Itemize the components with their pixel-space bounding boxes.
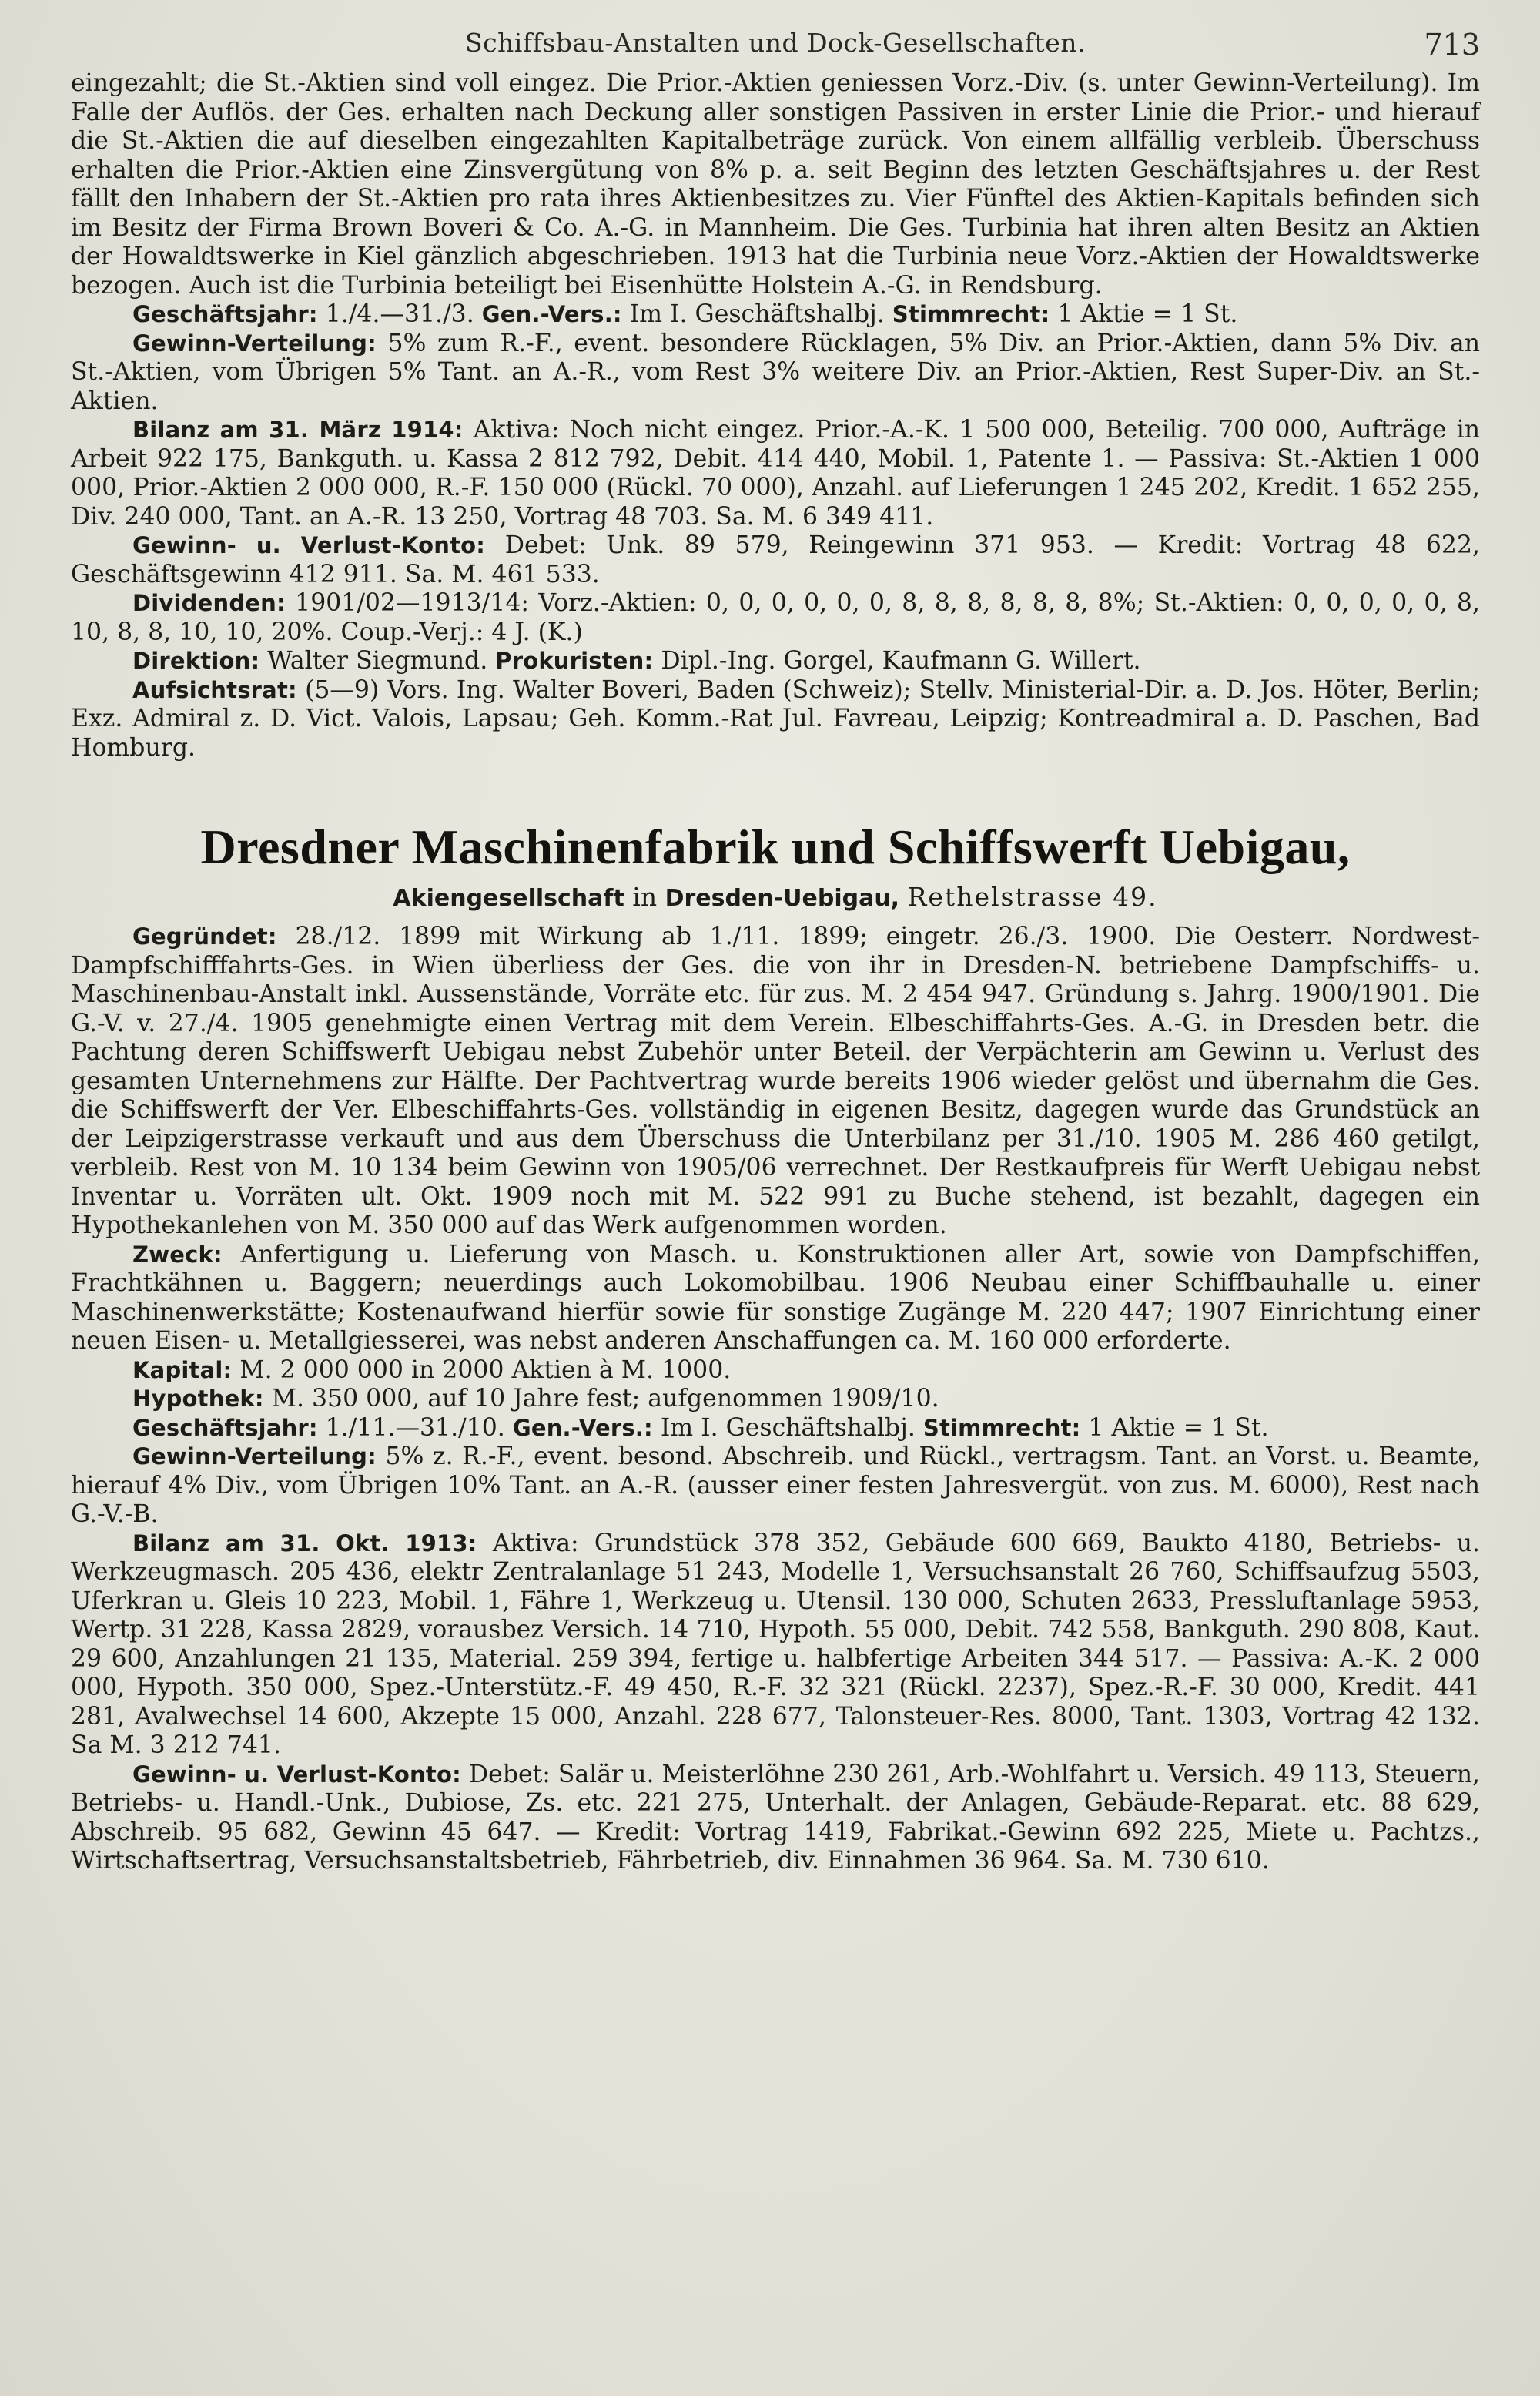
gewinn-verteilung-value: 5% zum R.-F., event. besondere Rücklagen, 5% Div. an Prior.-Aktien, dann 5% Div. an St.-Aktien, vom Übrigen 5% Tant. an A.-R., vom Rest 3% weitere Div. an Prior.-Aktien, Rest Super-Div. an St.-Aktien. xyxy=(71,329,1480,415)
company-stimmrecht-value: 1 Aktie = 1 St. xyxy=(1088,1413,1269,1442)
direktion-paragraph xyxy=(71,647,1480,676)
company-gewinn-verteilung-label: Gewinn-Verteilung: xyxy=(132,1443,377,1469)
gegruendet-label: Gegründet: xyxy=(132,923,277,950)
aufsichtsrat-value: (5—9) Vors. Ing. Walter Boveri, Baden (Schweiz); Stellv. Ministerial-Dir. a. D. Jos. Höter, Berlin; Exz. Admiral z. D. Vict. Valois, Lapsau; Geh. Komm.-Rat Jul. Favreau, Leipzig; Kontreadmiral a. D. Paschen, Bad Homburg. xyxy=(71,675,1481,762)
genvers-label: Gen.-Vers.: xyxy=(481,301,622,327)
kapital-paragraph xyxy=(71,1356,1480,1386)
company-place: Dresden-Uebigau, xyxy=(665,885,900,912)
prokuristen-label: Prokuristen: xyxy=(495,648,654,674)
company-bilanz-paragraph xyxy=(71,1530,1480,1761)
hypothek-label: Hypothek: xyxy=(132,1386,264,1412)
company-bilanz-label: Bilanz am 31. Okt. 1913: xyxy=(132,1530,477,1557)
kapital-value: M. 2 000 000 in 2000 Aktien à M. 1000. xyxy=(239,1355,732,1384)
zweck-paragraph xyxy=(71,1241,1480,1356)
geschaeftsjahr-label: Geschäftsjahr: xyxy=(132,301,318,327)
stimmrecht-label: Stimmrecht: xyxy=(892,301,1050,327)
page-header xyxy=(71,22,1480,69)
bilanz-paragraph xyxy=(71,416,1480,531)
company-title: Dresdner Maschinenfabrik und Schiffswerft Uebigau, xyxy=(200,819,1351,874)
company-genvers-label: Gen.-Vers.: xyxy=(512,1414,653,1441)
company-genvers-value: Im I. Geschäftshalbj. xyxy=(660,1413,916,1442)
company-geschaeftsjahr-value: 1./11.—31./10. xyxy=(325,1413,505,1442)
company-geschaeftsjahr-paragraph xyxy=(71,1414,1480,1443)
direktion-label: Direktion: xyxy=(132,648,260,674)
stimmrecht-value: 1 Aktie = 1 St. xyxy=(1057,300,1238,328)
hypothek-value: M. 350 000, auf 10 Jahre fest; aufgenommen 1909/10. xyxy=(271,1385,939,1412)
aufsichtsrat-paragraph xyxy=(71,676,1480,763)
bilanz-value: Aktiva: Noch nicht eingez. Prior.-A.-K. 1 500 000, Beteilig. 700 000, Aufträge in Arbeit 922 175, Bankguth. u. Kassa 2 812 792, Debit. 414 440, Mobil. 1, Patente 1. — Passiva: St.-Aktien 1 000 000, Prior.-Aktien 2 000 000, R.-F. 150 000 (Rückl. 70 000), Anzahl. auf Lieferungen 1 245 202, Kredit. 1 652 255, Div. 240 000, Tant. an A.-R. 13 250, Vortrag 48 703. Sa. M. 6 349 411. xyxy=(71,416,1480,531)
gegruendet-value: 28./12. 1899 mit Wirkung ab 1./11. 1899; eingetr. 26./3. 1900. Die Oesterr. Nordwest-Dampfschifffahrts-Ges. in Wien überliess der Ges. die von ihr in Dresden-N. betriebene Dampfschiffs- u. Maschinenbau-Anstalt inkl. Aussenstände, Vorräte etc. für zus. M. 2 454 947. Gründung s. Jahrg. 1900/1901. Die G.-V. v. 27./4. 1905 genehmigte einen Vertrag mit dem Verein. Elbeschiffahrts-Ges. A.-G. in Dresden betr. die Pachtung deren Schiffswerft Uebigau nebst Zubehör unter Beteil. der Verpächterin am Gewinn u. Verlust des gesamten Unternehmens zur Hälfte. Der Pachtvertrag wurde bereits 1906 wieder gelöst und übernahm die Ges. die Schiffswerft der Ver. Elbeschiffahrts-Ges. vollständig in eigenen Besitz, dagegen wurde das Grundstück an der Leipzigerstrasse verkauft und aus dem Überschuss die Unterbilanz per 31./10. 1905 M. 286 460 getilgt, verbleib. Rest von M. 10 134 beim Gewinn von 1905/06 verrechnet. Der Restkaufpreis für Werft Uebigau nebst Inventar u. Vorräten ult. Okt. 1909 noch mit M. 522 991 zu Buche stehend, ist bezahlt, dagegen ein Hypothekanlehen von M. 350 000 auf das Werk aufgenommen worden. xyxy=(71,923,1481,1239)
dividenden-paragraph xyxy=(71,589,1480,647)
guv-label: Gewinn- u. Verlust-Konto: xyxy=(132,532,486,558)
company-guv-label: Gewinn- u. Verlust-Konto: xyxy=(132,1761,461,1788)
dividenden-label: Dividenden: xyxy=(132,590,286,616)
zweck-value: Anfertigung u. Lieferung von Masch. u. Konstruktionen aller Art, sowie von Dampfschiffen, Frachtkähnen u. Baggern; neuerdings auch Lokomobilbau. 1906 Neubau einer Schiffbauhalle u. einer Maschinenwerkstätte; Kostenaufwand hierfür sowie für sonstige Zugänge M. 220 447; 1907 Einrichtung einer neuen Eisen- u. Metallgiesserei, was nebst anderen Anschaffungen ca. M. 160 000 erforderte. xyxy=(71,1240,1480,1355)
guv-paragraph xyxy=(71,531,1480,589)
geschaeftsjahr-value: 1./4.—31./3. xyxy=(325,300,474,328)
intro-paragraph: eingezahlt; die St.-Aktien sind voll eingez. Die Prior.-Aktien geniessen Vorz.-Div. (s. unter Gewinn-Verteilung). Im Falle der Auflös. der Ges. erhalten nach Deckung aller sonstigen Passiven in erster Linie die Prior.- und hierauf die St.-Aktien die auf dieselben eingezahlten Kapitalbeträge zurück. Von einem allfällig verbleib. Überschuss erhalten die Prior.-Aktien eine Zinsvergütung von 8% p. a. seit Beginn des letzten Geschäftsjahres u. der Rest fällt den Inhabern der St.-Aktien pro rata ihres Aktienbesitzes zu. Vier Fünftel des Aktien-Kapitals befinden sich im Besitz der Firma Brown Boveri & Co. A.-G. in Mannheim. Die Ges. Turbinia hat ihren alten Besitz an Aktien der Howaldtswerke in Kiel gänzlich abgeschrieben. 1913 hat die Turbinia neue Vorz.-Aktien der Howaldtswerke bezogen. Auch ist die Turbinia beteiligt bei Eisenhütte Holstein A.-G. in Rendsburg. xyxy=(71,69,1480,300)
kapital-label: Kapital: xyxy=(132,1356,233,1383)
company-guv-paragraph xyxy=(71,1761,1480,1876)
company-gewinn-verteilung-paragraph xyxy=(71,1443,1480,1530)
direktion-value: Walter Siegmund. xyxy=(267,647,488,675)
company-geschaeftsjahr-label: Geschäftsjahr: xyxy=(132,1414,318,1441)
prokuristen-value: Dipl.-Ing. Gorgel, Kaufmann G. Willert. xyxy=(661,647,1141,675)
company-bilanz-value: Aktiva: Grundstück 378 352, Gebäude 600 669, Baukto 4180, Betriebs- u. Werkzeugmasch. 205 436, elektr Zentralanlage 51 243, Modelle 1, Versuchsanstalt 26 760, Schiffsaufzug 5503, Uferkran u. Gleis 10 223, Mobil. 1, Fähre 1, Werkzeug u. Utensil. 130 000, Schuten 2633, Pressluftanlage 5953, Wertp. 31 228, Kassa 2829, vorausbez Versich. 14 710, Hypoth. 55 000, Debit. 742 558, Bankguth. 290 808, Kaut. 29 600, Anzahlungen 21 135, Material. 259 394, fertige u. halbfertige Arbeiten 344 517. — Passiva: A.-K. 2 000 000, Hypoth. 350 000, Spez.-Unterstütz.-F. 49 450, R.-F. 32 321 (Rückl. 2237), Spez.-R.-F. 30 000, Kredit. 441 281, Avalwechsel 14 600, Akzepte 15 000, Anzahl. 228 677, Talonsteuer-Res. 8000, Tant. 1303, Vortrag 42 132. Sa M. 3 212 741. xyxy=(71,1529,1480,1759)
company-gewinn-verteilung-value: 5% z. R.-F., event. besond. Abschreib. und Rückl., vertragsm. Tant. an Vorst. u. Beamte, hierauf 4% Div., vom Übrigen 10% Tant. an A.-R. (ausser einer festen Jahresvergüt. von zus. M. 6000), Rest nach G.-V.-B. xyxy=(71,1443,1480,1528)
company-subtitle xyxy=(71,881,1480,915)
running-title: Schiffsbau-Anstalten und Dock-Gesellschaften. xyxy=(464,28,1086,58)
page-number: 713 xyxy=(1424,28,1480,62)
previous-company-section xyxy=(71,69,1480,762)
zweck-label: Zweck: xyxy=(132,1241,223,1268)
company-stimmrecht-label: Stimmrecht: xyxy=(922,1414,1081,1441)
hypothek-paragraph xyxy=(71,1385,1480,1414)
bilanz-label: Bilanz am 31. März 1914: xyxy=(132,417,464,443)
company-guv-value: Debet: Salär u. Meisterlöhne 230 261, Arb.-Wohlfahrt u. Versich. 49 113, Steuern, Betriebs- u. Handl.-Unk., Dubiose, Zs. etc. 221 275, Unterhalt. der Anlagen, Gebäude-Reparat. etc. 88 629, Abschreib. 95 682, Gewinn 45 647. — Kredit: Vortrag 1419, Fabrikat.-Gewinn 692 225, Miete u. Pachtzs., Wirtschaftsertrag, Versuchsanstaltsbetrieb, Fährbetrieb, div. Einnahmen 36 964. Sa. M. 730 610. xyxy=(71,1760,1481,1875)
guv-value: Debet: Unk. 89 579, Reingewinn 371 953. — Kredit: Vortrag 48 622, Geschäftsgewinn 412 911. Sa. M. 461 533. xyxy=(71,531,1481,588)
section-gap xyxy=(71,762,1480,816)
company-legal-form: Akiengesellschaft xyxy=(393,885,624,912)
gewinn-verteilung-label: Gewinn-Verteilung: xyxy=(132,330,377,357)
dividenden-value: 1901/02—1913/14: Vorz.-Aktien: 0, 0, 0, 0, 0, 0, 8, 8, 8, 8, 8, 8, 8%; St.-Aktien: 0, 0, 0, 0, 0, 8, 10, 8, 8, 10, 10, 20%. Coup.-Verj.: 4 J. (K.) xyxy=(71,589,1480,646)
aufsichtsrat-label: Aufsichtsrat: xyxy=(132,676,297,703)
company-section xyxy=(71,816,1480,1876)
gegruendet-paragraph xyxy=(71,923,1480,1241)
company-street: Rethelstrasse 49. xyxy=(907,882,1158,912)
geschaeftsjahr-paragraph xyxy=(71,300,1480,330)
genvers-value: Im I. Geschäftshalbj. xyxy=(629,300,885,328)
company-in: in xyxy=(632,882,658,912)
gewinn-verteilung-paragraph xyxy=(71,330,1480,417)
